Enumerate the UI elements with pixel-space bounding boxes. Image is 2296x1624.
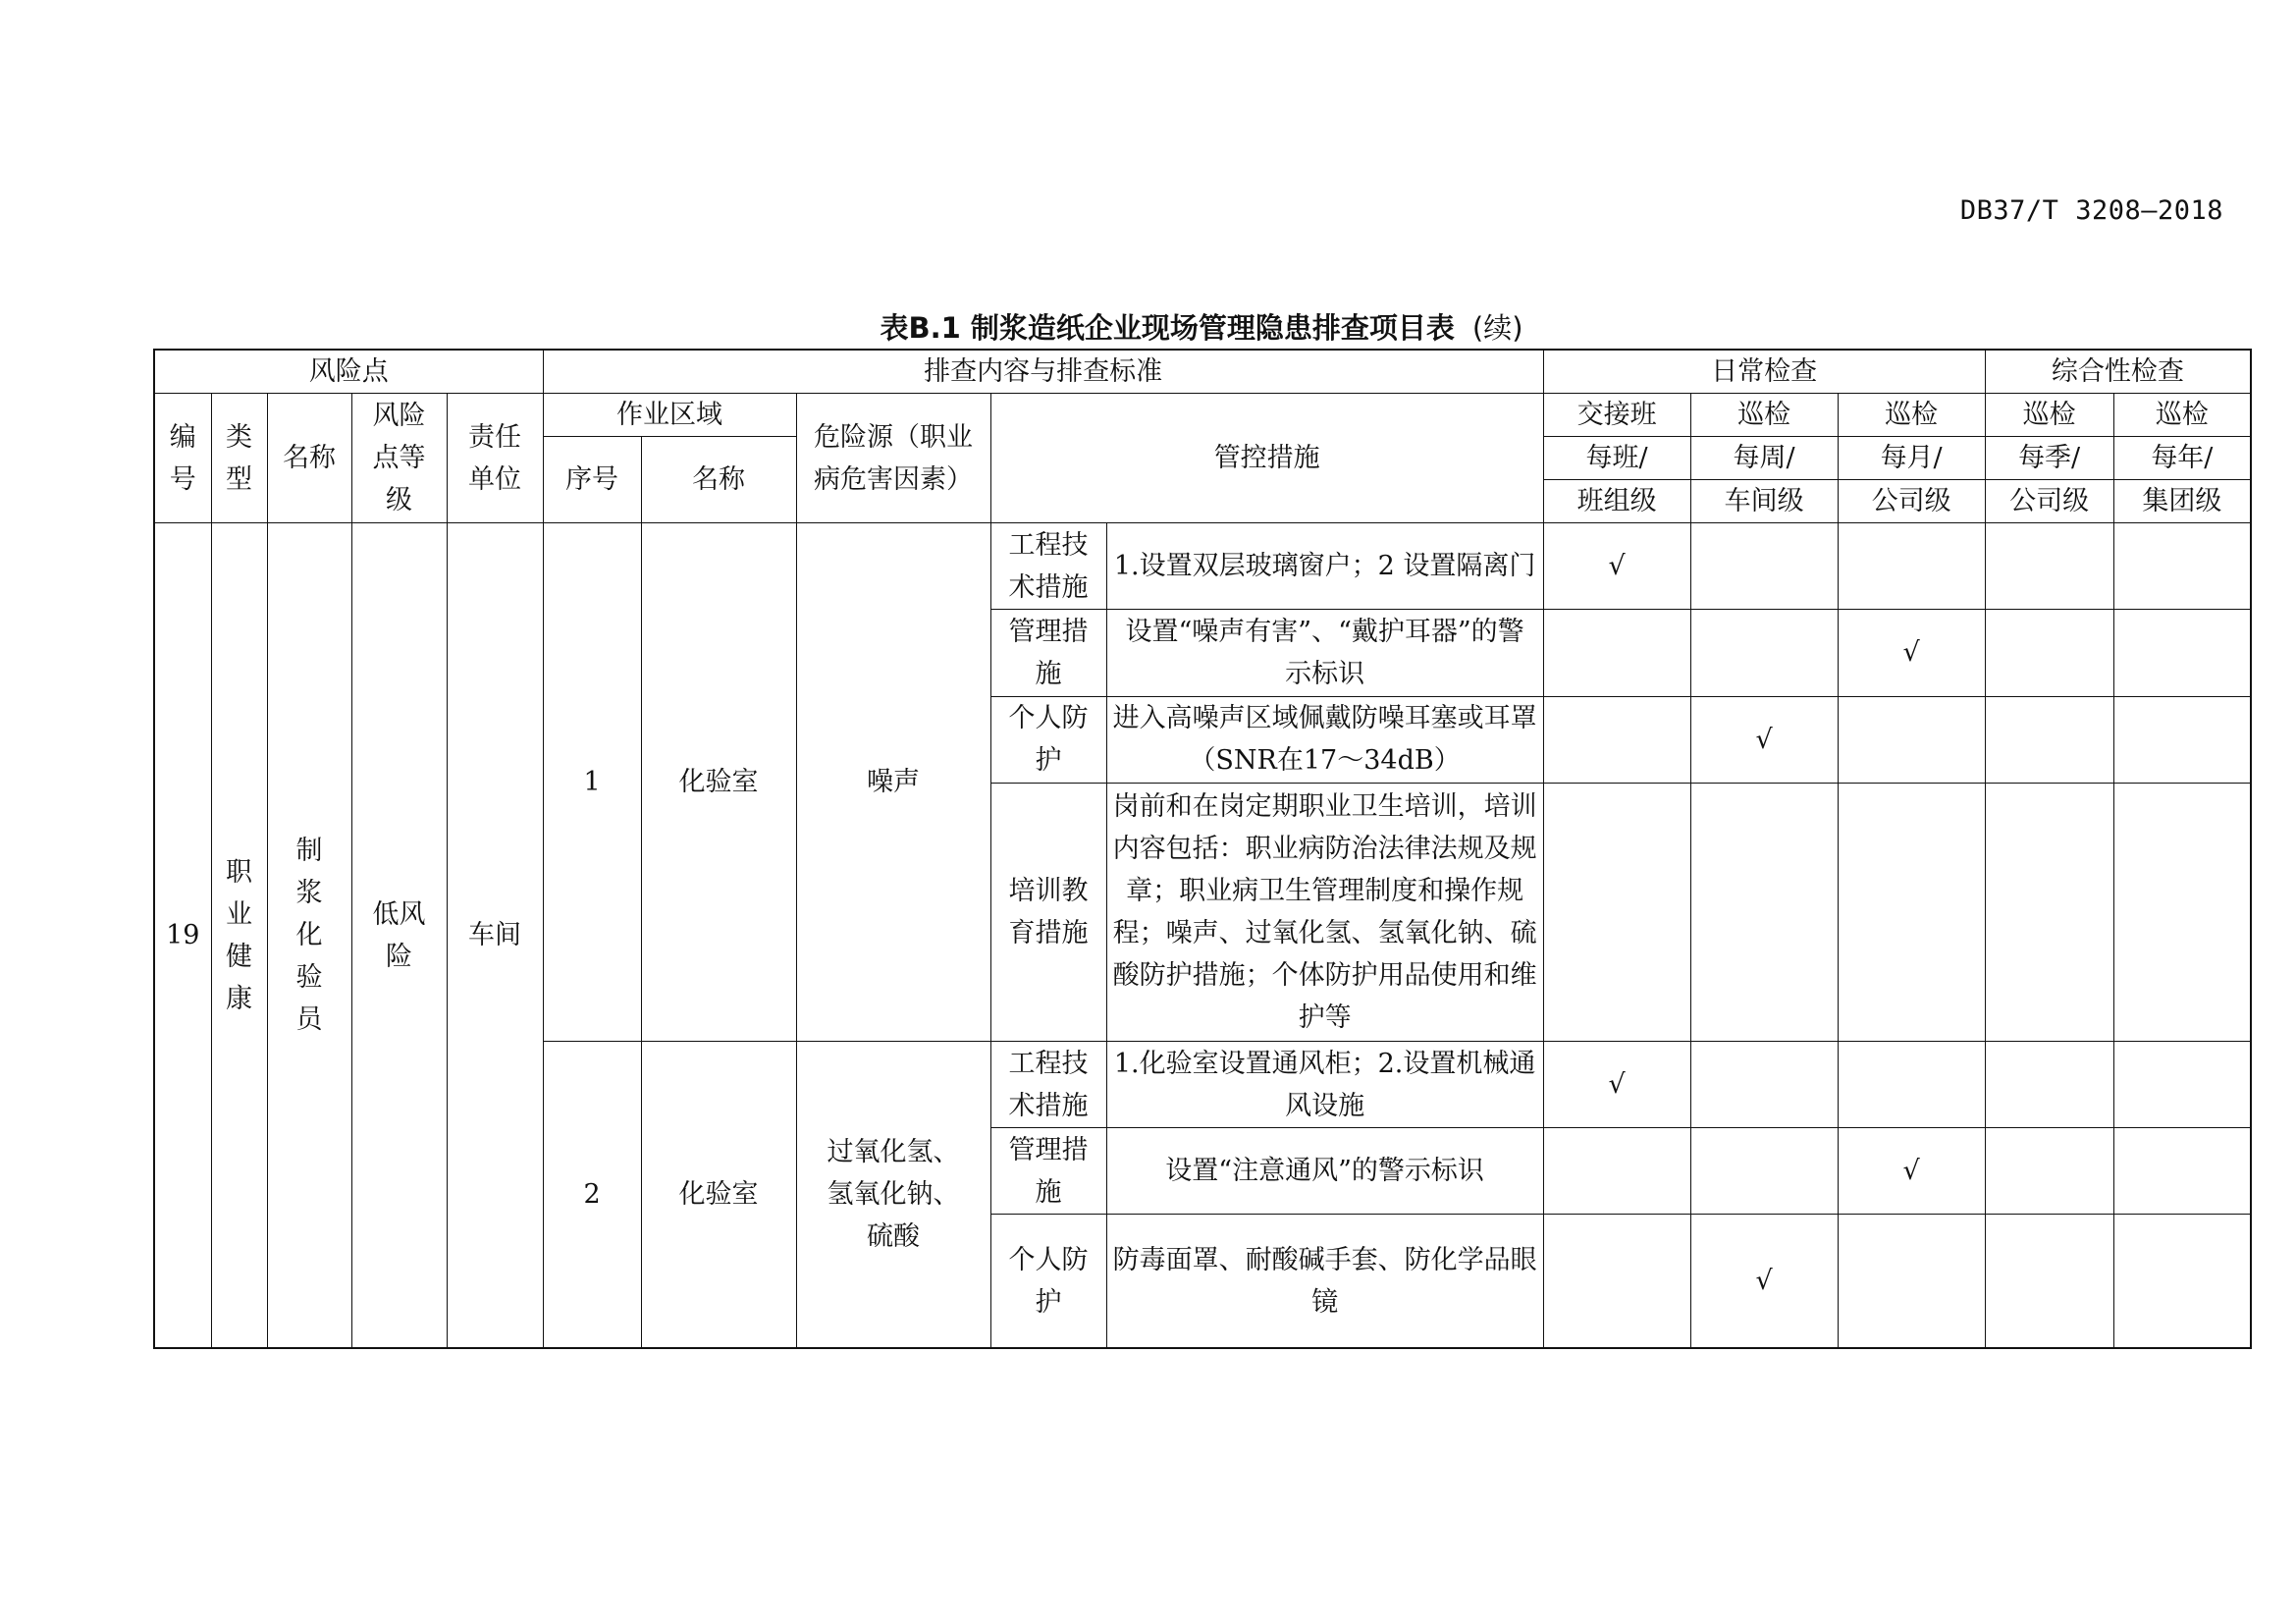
area-name: 化验室 bbox=[641, 1042, 796, 1349]
measure-text: 设置“注意通风”的警示标识 bbox=[1106, 1128, 1543, 1215]
measure-category: 管理措施 bbox=[990, 1128, 1106, 1215]
header-control-measures: 管控措施 bbox=[990, 394, 1543, 523]
measure-text: 1.设置双层玻璃窗户；2 设置隔离门 bbox=[1106, 523, 1543, 610]
check-mark: √ bbox=[1543, 523, 1690, 610]
measure-category: 管理措施 bbox=[990, 610, 1106, 696]
header-freq-quarter: 每季/ bbox=[1985, 437, 2113, 480]
header-daily-check: 日常检查 bbox=[1543, 350, 1985, 394]
check-mark: √ bbox=[1690, 1215, 1838, 1348]
header-type: 类型 bbox=[211, 394, 267, 523]
record-type: 职业健康 bbox=[211, 523, 267, 1348]
header-level-workshop: 车间级 bbox=[1690, 480, 1838, 523]
check-mark: √ bbox=[1690, 696, 1838, 783]
document-code: DB37/T 3208—2018 bbox=[1959, 195, 2223, 226]
measure-category: 培训教育措施 bbox=[990, 783, 1106, 1041]
header-freq-year: 每年/ bbox=[2113, 437, 2251, 480]
header-freq-week: 每周/ bbox=[1690, 437, 1838, 480]
table-title-text: 表B.1 制浆造纸企业现场管理隐患排查项目表 bbox=[880, 311, 1455, 345]
header-risk-level: 风险点等级 bbox=[351, 394, 447, 523]
header-patrol-quarterly: 巡检 bbox=[1985, 394, 2113, 437]
record-number: 19 bbox=[154, 523, 211, 1348]
measure-text: 岗前和在岗定期职业卫生培训，培训内容包括：职业病防治法律法规及规章；职业病卫生管理制度和操作规程；噪声、过氧化氢、氢氧化钠、硫酸防护措施；个体防护用品使用和维护等 bbox=[1106, 783, 1543, 1041]
measure-text: 防毒面罩、耐酸碱手套、防化学品眼镜 bbox=[1106, 1215, 1543, 1348]
measure-category: 个人防护 bbox=[990, 1215, 1106, 1348]
area-seq: 2 bbox=[543, 1042, 641, 1349]
record-risk-level: 低风险 bbox=[351, 523, 447, 1348]
table-row bbox=[154, 523, 2251, 610]
header-hazard: 危险源（职业病危害因素） bbox=[796, 394, 990, 523]
header-seq: 序号 bbox=[543, 437, 641, 523]
header-row-2 bbox=[154, 394, 2251, 437]
area-hazard: 噪声 bbox=[796, 523, 990, 1042]
header-number: 编号 bbox=[154, 394, 211, 523]
record-name: 制浆化验员 bbox=[267, 523, 351, 1348]
record-responsible-unit: 车间 bbox=[447, 523, 543, 1348]
header-comprehensive-check: 综合性检查 bbox=[1985, 350, 2251, 394]
header-freq-shift: 每班/ bbox=[1543, 437, 1690, 480]
check-mark: √ bbox=[1543, 1042, 1690, 1128]
header-row-1 bbox=[154, 350, 2251, 394]
header-shift-handover: 交接班 bbox=[1543, 394, 1690, 437]
measure-text: 1.化验室设置通风柜；2.设置机械通风设施 bbox=[1106, 1042, 1543, 1128]
header-patrol-weekly: 巡检 bbox=[1690, 394, 1838, 437]
header-check-content: 排查内容与排查标准 bbox=[543, 350, 1543, 394]
hazard-check-table bbox=[153, 349, 2252, 1349]
header-risk-point: 风险点 bbox=[154, 350, 543, 394]
header-freq-month: 每月/ bbox=[1838, 437, 1985, 480]
measure-category: 工程技术措施 bbox=[990, 1042, 1106, 1128]
table-title-continued: (续) bbox=[1471, 311, 1523, 345]
header-area-name: 名称 bbox=[641, 437, 796, 523]
check-mark: √ bbox=[1838, 1128, 1985, 1215]
measure-text: 进入高噪声区域佩戴防噪耳塞或耳罩（SNR在17～34dB） bbox=[1106, 696, 1543, 783]
table-title bbox=[153, 306, 2250, 347]
measure-text: 设置“噪声有害”、“戴护耳器”的警示标识 bbox=[1106, 610, 1543, 696]
measure-category: 工程技术措施 bbox=[990, 523, 1106, 610]
header-patrol-yearly: 巡检 bbox=[2113, 394, 2251, 437]
area-hazard: 过氧化氢、氢氧化钠、硫酸 bbox=[796, 1042, 990, 1349]
header-work-area: 作业区域 bbox=[543, 394, 796, 437]
header-level-company-2: 公司级 bbox=[1985, 480, 2113, 523]
header-level-team: 班组级 bbox=[1543, 480, 1690, 523]
header-patrol-monthly: 巡检 bbox=[1838, 394, 1985, 437]
measure-category: 个人防护 bbox=[990, 696, 1106, 783]
check-mark: √ bbox=[1838, 610, 1985, 696]
header-name: 名称 bbox=[267, 394, 351, 523]
area-name: 化验室 bbox=[641, 523, 796, 1042]
header-level-group: 集团级 bbox=[2113, 480, 2251, 523]
header-responsible-unit: 责任单位 bbox=[447, 394, 543, 523]
header-level-company: 公司级 bbox=[1838, 480, 1985, 523]
area-seq: 1 bbox=[543, 523, 641, 1042]
